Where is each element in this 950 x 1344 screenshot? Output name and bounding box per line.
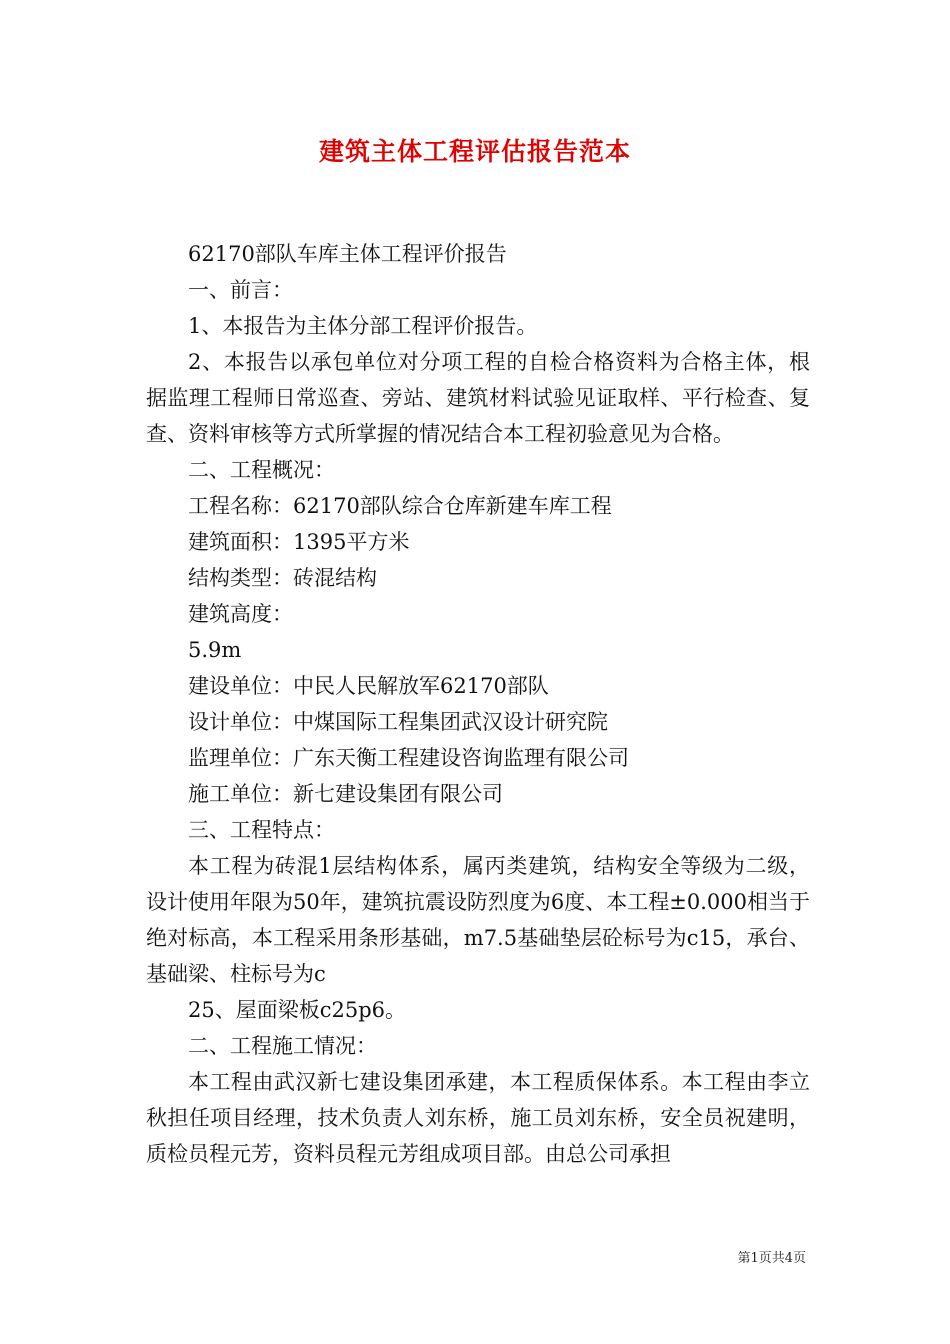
report-subtitle: 62170部队车库主体工程评价报告	[188, 242, 507, 266]
document-body	[146, 236, 810, 1172]
paragraph: 本工程为砖混1层结构体系，属丙类建筑，结构安全等级为二级，设计使用年限为50年，建筑抗震设防烈度为6度、本工程±0.000相当于绝对标高，本工程采用条形基础，m7.5基础垫层砼标号为c15，承台、基础梁、柱标号为c	[146, 854, 810, 986]
section-heading-preface: 一、前言：	[188, 278, 293, 302]
contractor-line: 施工单位：新七建设集团有限公司	[188, 782, 503, 806]
building-height-line: 建筑高度：	[188, 602, 293, 626]
paragraph: 2、本报告以承包单位对分项工程的自检合格资料为合格主体，根据监理工程师日常巡查、旁站、建筑材料试验见证取样、平行检查、复查、资料审核等方式所掌握的情况结合本工程初验意见为合格。	[146, 350, 810, 446]
paragraph: 本工程由武汉新七建设集团承建，本工程质保体系。本工程由李立秋担任项目经理，技术负责人刘东桥，施工员刘东桥，安全员祝建明，质检员程元芳，资料员程元芳组成项目部。由总公司承担	[146, 1070, 810, 1166]
paragraph: 1、本报告为主体分部工程评价报告。	[188, 314, 538, 338]
section-heading-features: 三、工程特点：	[188, 818, 335, 842]
building-height-value: 5.9m	[188, 638, 242, 662]
page-number: 第1页共4页	[737, 1251, 806, 1266]
building-area-line: 建筑面积：1395平方米	[188, 530, 410, 554]
project-name-line: 工程名称：62170部队综合仓库新建车库工程	[188, 494, 612, 518]
designer-line: 设计单位：中煤国际工程集团武汉设计研究院	[188, 710, 608, 734]
owner-line: 建设单位：中民人民解放军62170部队	[188, 674, 549, 698]
structure-type-line: 结构类型：砖混结构	[188, 566, 377, 590]
supervisor-line: 监理单位：广东天衡工程建设咨询监理有限公司	[188, 746, 629, 770]
section-heading-overview: 二、工程概况：	[188, 458, 335, 482]
document-title: 建筑主体工程评估报告范本	[318, 137, 631, 166]
paragraph: 25、屋面梁板c25p6。	[188, 998, 407, 1022]
section-heading-construction: 二、工程施工情况：	[188, 1034, 377, 1058]
